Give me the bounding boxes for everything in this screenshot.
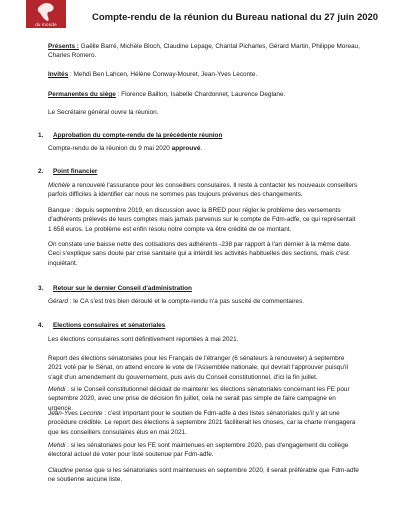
s4-p5-text: : si les sénatoriales pour les FE sont maintenues en septembre 2020, pas d'engagement du collège électoral actuel de voter pour liste soutenue par Fdm-adfe. — [48, 442, 349, 459]
section-4-paragraph-6 — [48, 466, 360, 485]
present-line — [48, 42, 360, 61]
section-4-paragraph-4 — [48, 409, 360, 437]
section-4-paragraph-1: Les élections consulaires sont définitivement reportées à mai 2021. — [48, 336, 239, 343]
s4-p4-name: Jean-Yves Leconte — [48, 410, 103, 417]
section-3-paragraph — [48, 297, 360, 306]
section-1-paragraph — [48, 144, 360, 153]
section-4-heading: Elections consulaires et sénatoriales — [53, 322, 166, 329]
logo-text: du monde — [35, 22, 57, 27]
s2-name: Michèle — [48, 182, 71, 189]
office-text: : Florence Baillon, Isabelle Chardonnet, Laurence Deglane. — [115, 91, 286, 98]
section-4-paragraph-5 — [48, 441, 360, 460]
s4-p3-name: Mehdi — [48, 386, 66, 393]
s1-suffix: . — [200, 145, 203, 152]
section-2-paragraph-1 — [48, 181, 360, 200]
present-label: Présents : — [48, 43, 79, 50]
logo — [26, 0, 66, 28]
s3-name: Gérard — [48, 298, 68, 305]
s2-p1-text: a renouvelé l'assurance pour les conseillers consulaires. Il reste à contacter les nouveaux conseillers parfois difficiles à identifier car nous ne sommes pas toujours prévenus des changements. — [48, 182, 358, 199]
invited-label: Invités — [48, 71, 69, 78]
section-3-heading: Retour sur le dernier Conseil d'administration — [53, 285, 192, 292]
section-1-number: 1. — [38, 132, 44, 139]
s3-p1-text: : le CA s'est très bien déroulé et le compte-rendu n'a pas suscité de commentaires. — [67, 298, 305, 305]
office-label: Permanentes du siège — [48, 91, 116, 98]
section-2-paragraph-3: On constate une baisse nette des cotisations des adhérents -238 par rapport à l'an dernier à la même date. Ceci s'explique sans doute par crise sanitaire qui a interdit les activités habituelles des sections, mais c'est inquiétant. — [48, 241, 352, 267]
section-2-number: 2. — [38, 168, 44, 175]
section-3-number: 3. — [38, 285, 44, 292]
s1-text: Compte-rendu de la réunion du 9 mai 2020 — [48, 145, 172, 152]
s4-p5-name: Mehdi — [48, 442, 66, 449]
office-line — [48, 90, 360, 99]
s4-p6-name: Claudine — [48, 467, 74, 474]
section-4-number: 4. — [38, 322, 44, 329]
invited-text: : Mehdi Ben Lahcen, Hélène Conway-Mouret, Jean-Yves Leconte. — [68, 71, 258, 78]
section-2-paragraph-2: Banque : depuis septembre 2019, en discussion avec la BRED pour régler le problème des versements d'adhérents prélevés de leurs comptes mais jamais parvenus sur le compte de Fdm-adfe, ce qui représentait 1 658 euros. Le problème est enfin résolu notre compte va être crédité de ce montant. — [48, 207, 356, 233]
s4-p6-text: pense que si les sénatoriales sont maintenues en septembre 2020, il serait préférable que Fdm-adfe ne soutienne aucune liste. — [48, 467, 359, 484]
s4-p4-text: : c'est important pour le soutien de Fdm-adfe à des listes sénatoriales qu'il y ait une procédure crédible. Le report des élections à septembre 2021 faciliterait les choses, car la charte n'engagera que les conseillers consulaires élus en mai 2021. — [48, 410, 356, 436]
document-title: Compte-rendu de la réunion du Bureau national du 27 juin 2020 — [92, 12, 379, 23]
section-2-heading: Point financier — [53, 168, 98, 175]
section-1-heading: Approbation du compte-rendu de la précédente réunion — [53, 132, 223, 139]
s4-p3-text: : si le Conseil constitutionnel décidait de maintenir les élections sénatoriales concernant les FE pour septembre 2020, avec une prise de décision fin juillet, cela ne serait pas simple de faire campagne en urgence. — [48, 386, 350, 412]
invited-line — [48, 70, 360, 79]
present-text: Gaëlle Barré, Michèle Bloch, Claudine Lepage, Chantal Picharles, Gérard Martin, Philippe Moreau, Charles Romero. — [48, 43, 360, 60]
s1-approved: approuvé — [171, 145, 201, 152]
section-4-paragraph-2: Report des élections sénatoriales pour les Français de l'étranger (6 sénateurs à renouveler) à septembre 2021 voté par le Sénat, on attend encore le vote de l'Assemblée nationale, qui devrait l'approuver puisqu'il s'agit d'un amendement du gouvernement, puis avis du Conseil constitutionnel, d'ici la fin juillet. — [48, 355, 348, 381]
opening-line: Le Secrétaire général ouvre la réunion. — [48, 109, 159, 116]
